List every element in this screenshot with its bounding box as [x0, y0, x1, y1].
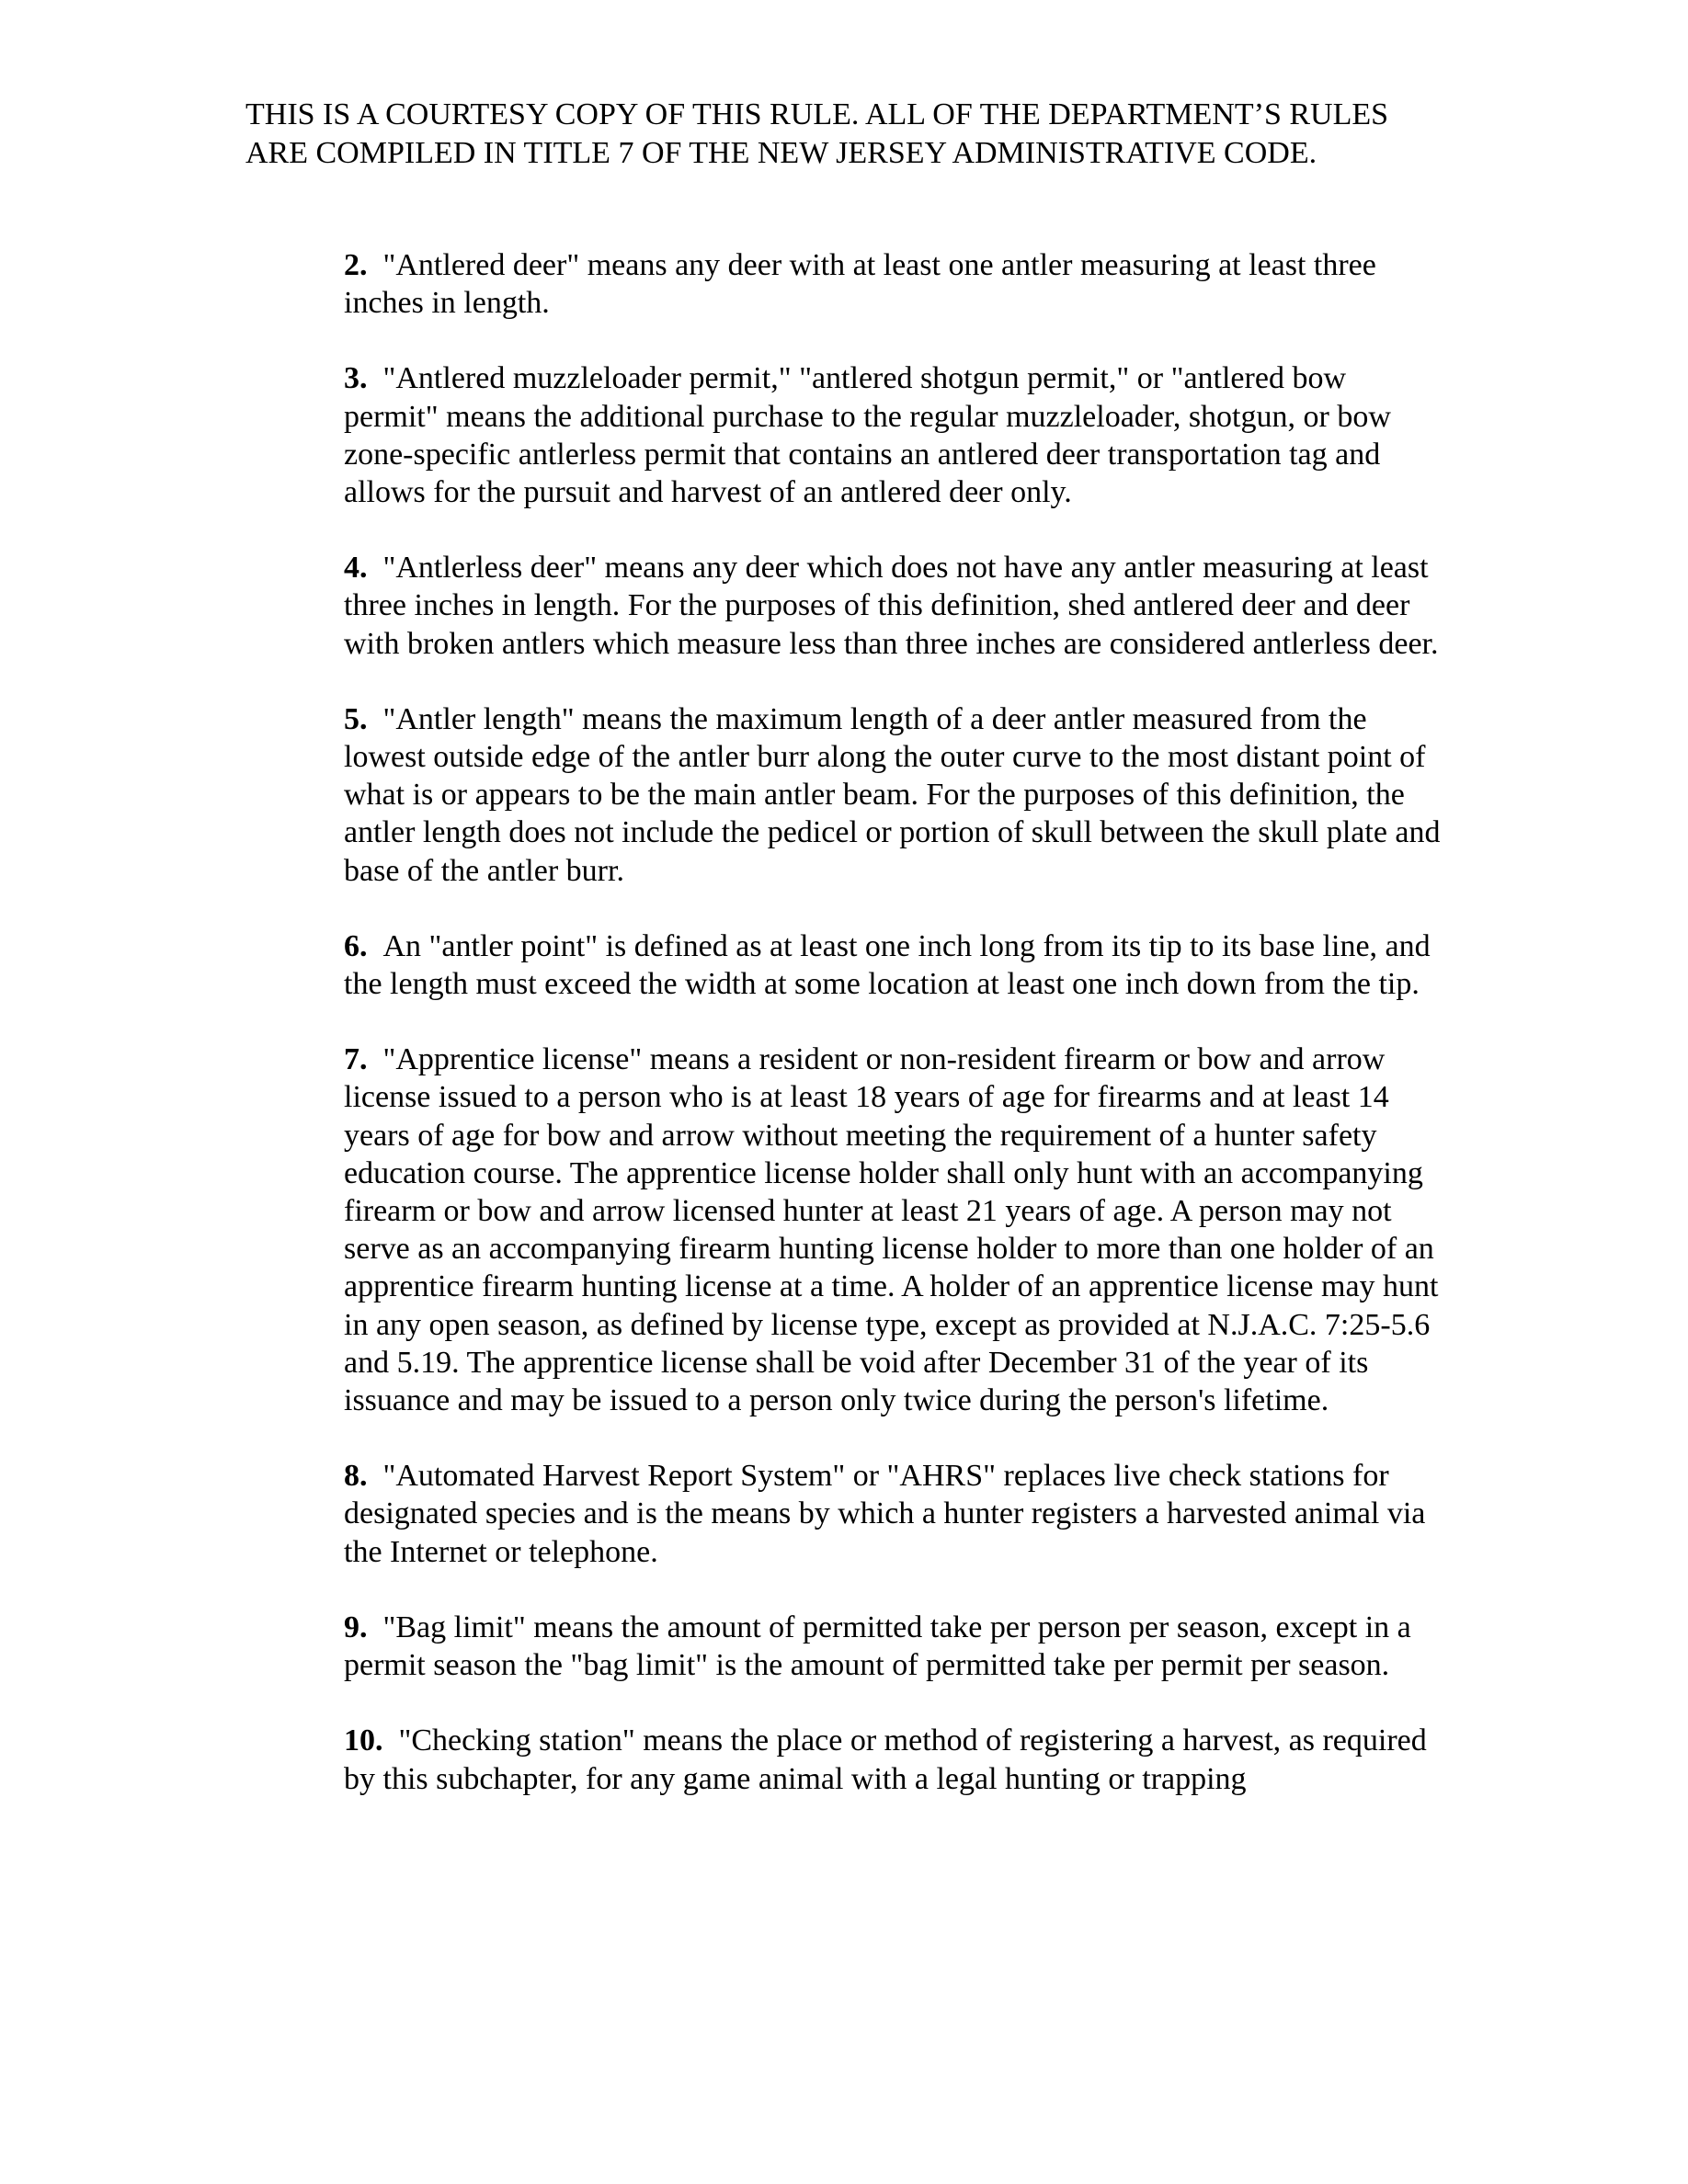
definitions-list — [344, 246, 1447, 1836]
definition-number: 8. — [344, 1459, 368, 1494]
definition-item — [344, 1609, 1447, 1684]
definition-number: 7. — [344, 1042, 368, 1077]
definition-text: "Antlered muzzleloader permit," "antlered shotgun permit," or "antlered bow permit" means the additional purchase to the regular muzzleloader, shotgun, or bow zone-specific antlerless permit that contains an antlered deer transportation tag and allows for the pursuit and harvest of an antlered deer only. — [344, 361, 1391, 510]
definition-text: "Automated Harvest Report System" or "AHRS" replaces live check stations for designated species and is the means by which a hunter registers a harvested animal via the Internet or telephone. — [344, 1459, 1426, 1569]
definition-number: 5. — [344, 701, 368, 736]
definition-item — [344, 927, 1447, 1003]
definition-number: 4. — [344, 551, 368, 586]
definition-number: 10. — [344, 1723, 383, 1758]
definition-number: 2. — [344, 248, 368, 282]
definition-item — [344, 1457, 1447, 1571]
definition-item — [344, 1722, 1447, 1797]
definition-item — [344, 700, 1447, 890]
definition-item — [344, 549, 1447, 663]
definition-text: "Antlered deer" means any deer with at least one antler measuring at least three inches in length. — [344, 248, 1376, 321]
definition-number: 6. — [344, 928, 368, 963]
definition-text: "Checking station" means the place or method of registering a harvest, as required by this subchapter, for any game animal with a legal hunting or trapping — [344, 1723, 1427, 1796]
definition-text: "Bag limit" means the amount of permitted take per person per season, except in a permit season the "bag limit" is the amount of permitted take per permit per season. — [344, 1610, 1411, 1683]
definition-number: 9. — [344, 1610, 368, 1644]
definition-item — [344, 359, 1447, 511]
definition-text: "Apprentice license" means a resident or non-resident firearm or bow and arrow license issued to a person who is at least 18 years of age for firearms and at least 14 years of age for bow and arrow without meeting the requirement of a hunter safety education course. The apprentice license holder shall only hunt with an accompanying firearm or bow and arrow licensed hunter at least 21 years of age. A person may not serve as an accompanying firearm hunting license holder to more than one holder of an apprentice firearm hunting license at a time. A holder of an apprentice license may hunt in any open season, as defined by license type, except as provided at N.J.A.C. 7:25-5.6 and 5.19. The apprentice license shall be void after December 31 of the year of its issuance and may be issued to a person only twice during the person's lifetime. — [344, 1042, 1439, 1418]
definition-text: An "antler point" is defined as at least one inch long from its tip to its base line, and the length must exceed the width at some location at least one inch down from the tip. — [344, 928, 1431, 1002]
definition-text: "Antler length" means the maximum length of a deer antler measured from the lowest outside edge of the antler burr along the outer curve to the most distant point of what is or appears to be the main antler beam. For the purposes of this definition, the antler length does not include the pedicel or portion of skull between the skull plate and base of the antler burr. — [344, 701, 1441, 888]
definition-text: "Antlerless deer" means any deer which does not have any antler measuring at least three inches in length. For the purposes of this definition, shed antlered deer and deer with broken antlers which measure less than three inches are considered antlerless deer. — [344, 551, 1439, 661]
courtesy-notice: THIS IS A COURTESY COPY OF THIS RULE. ALL OF THE DEPARTMENT’S RULES ARE COMPILED IN TITLE 7 OF THE NEW JERSEY ADMINISTRATIVE CODE. — [245, 97, 1389, 170]
definition-item — [344, 246, 1447, 322]
definition-number: 3. — [344, 361, 368, 396]
definition-item — [344, 1041, 1447, 1419]
